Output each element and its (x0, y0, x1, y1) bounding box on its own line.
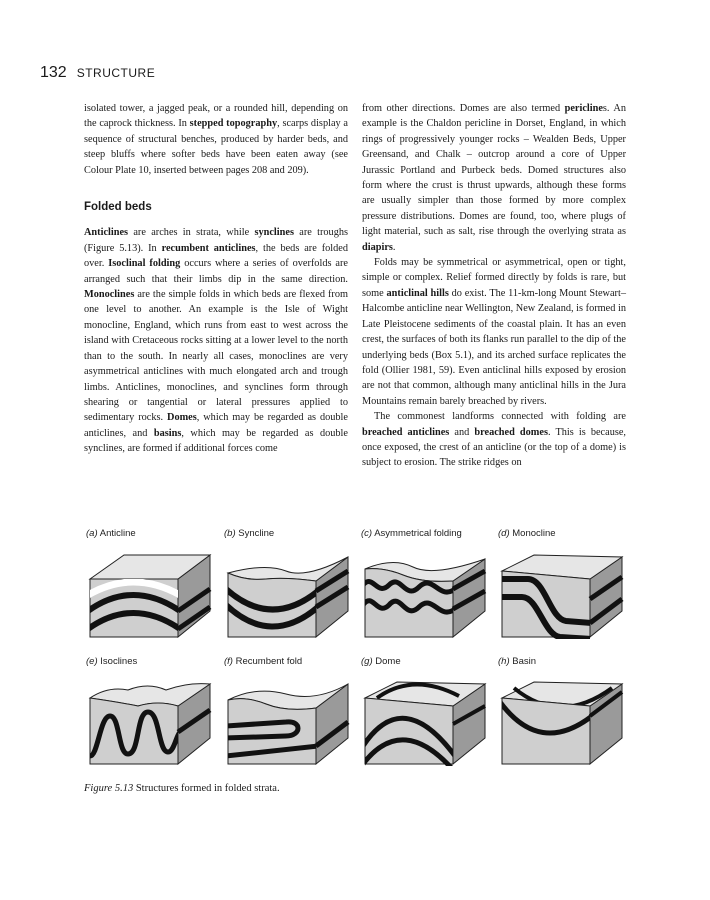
page-number: 132 (40, 64, 67, 81)
panel-label-asymmetrical-folding: (c) Asymmetrical folding (361, 528, 462, 539)
dome-block-diagram (363, 676, 491, 771)
key-term: synclines (254, 227, 294, 239)
key-term: Anticlines (84, 227, 129, 239)
key-term: Domes (167, 412, 197, 424)
paragraph: from other directions. Domes are also termed periclines. An example is the Chaldon pericline in Dorset, England, in which rings of progressively younger rocks – Wealden Beds, Upper Greensand, and Chalk – outcrop around a core of Upper Jurassic Portland and Purbeck beds. Domed structures also form where the crust is thrust upwards, although these forms are usually simpler than those formed by more complex pressure distributions. Domes are found, too, where plugs of light material, such as salt, rise through the overlying strata as diapirs. (362, 103, 626, 253)
left-column (84, 101, 348, 457)
basin-block-diagram (500, 676, 628, 771)
paragraph: Anticlines are arches in strata, while synclines are troughs (Figure 5.13). In recumbent anticlines, the beds are folded over. Isoclinal folding occurs where a series of overfolds are arranged such that their limbs dip in the same direction. Monoclines are the simple folds in which beds are flexed from one level to another. An example is the Isle of Wight monocline, England, which runs from east to west across the island with Cretaceous rocks sitting at a lower level to the north than to the south. In nearly all cases, monoclines are very asymmetrical anticlines with much elongated arch and trough limbs. Anticlines, monoclines, and synclines form through shearing or tangential or lateral pressures applied to sedimentary rocks. Domes, which may be regarded as double anticlines, and basins, which may be regarded as double synclines, are formed if additional forces come (84, 227, 349, 455)
paragraph: isolated tower, a jagged peak, or a rounded hill, depending on the caprock thickness. In stepped topography, scarps display a sequence of structural benches, produced by harder beds, and steep bluffs where softer beds have been eaten away (see Colour Plate 10, inserted between pages 208 and 209). (84, 103, 348, 176)
key-term: breached domes (474, 426, 548, 438)
panel-label-isoclines: (e) Isoclines (86, 656, 138, 667)
figure-number: Figure 5.13 (84, 783, 134, 794)
key-term: basins (153, 427, 182, 439)
panel-label-syncline: (b) Syncline (224, 528, 275, 539)
monocline-block-diagram (500, 549, 628, 644)
panel-label-dome: (g) Dome (361, 656, 401, 667)
key-term: Isoclinal folding (108, 258, 181, 270)
caption-text: Structures formed in folded strata. (135, 783, 280, 794)
key-term: anticlinal hills (386, 287, 449, 299)
key-term: diapirs (362, 241, 393, 253)
key-term: Monoclines (84, 289, 135, 301)
isoclines-block-diagram (88, 676, 216, 771)
section-title: STRUCTURE (76, 66, 156, 80)
key-term: breached anticlines (362, 426, 450, 438)
right-column (362, 101, 626, 471)
subheading: Folded beds (84, 201, 152, 214)
panel-label-basin: (h) Basin (498, 656, 537, 667)
paragraph: The commonest landforms connected with folding are breached anticlines and breached domes. This is because, once exposed, the crest of an anticline (or the top of a dome) is subject to erosion. The strike ridges on (362, 411, 626, 469)
key-term: recumbent anticlines (161, 242, 256, 254)
running-header (40, 64, 155, 82)
panel-label-anticline: (a) Anticline (86, 528, 136, 539)
asymmetrical-folding-block-diagram (363, 549, 491, 644)
paragraph: Folds may be symmetrical or asymmetrical, open or tight, simple or complex. Relief formed directly by folds is rare, but some anticlinal hills do exist. The 11-km-long Mount Stewart–Halcombe anticline near Wellington, New Zealand, is formed in Late Pleistocene sediments of the coastal plain. It has an even crest, the surfaces of both its flanks run parallel to the dip of the underlying beds (Box 5.1), and its arched surface replicates the fold (Ollier 1981, 59). Even anticlinal hills exposed by erosion are not that common, although many anticlinal hills in the Jura Mountains remain barely breached by rivers. (362, 257, 626, 407)
key-term: stepped topography (189, 118, 278, 130)
syncline-block-diagram (226, 549, 354, 644)
anticline-block-diagram (88, 549, 216, 644)
figure-caption (84, 783, 280, 794)
panel-label-monocline: (d) Monocline (498, 528, 556, 539)
key-term: pericline (564, 103, 603, 114)
panel-label-recumbent-fold: (f) Recumbent fold (224, 656, 303, 667)
recumbent-fold-block-diagram (226, 676, 354, 771)
